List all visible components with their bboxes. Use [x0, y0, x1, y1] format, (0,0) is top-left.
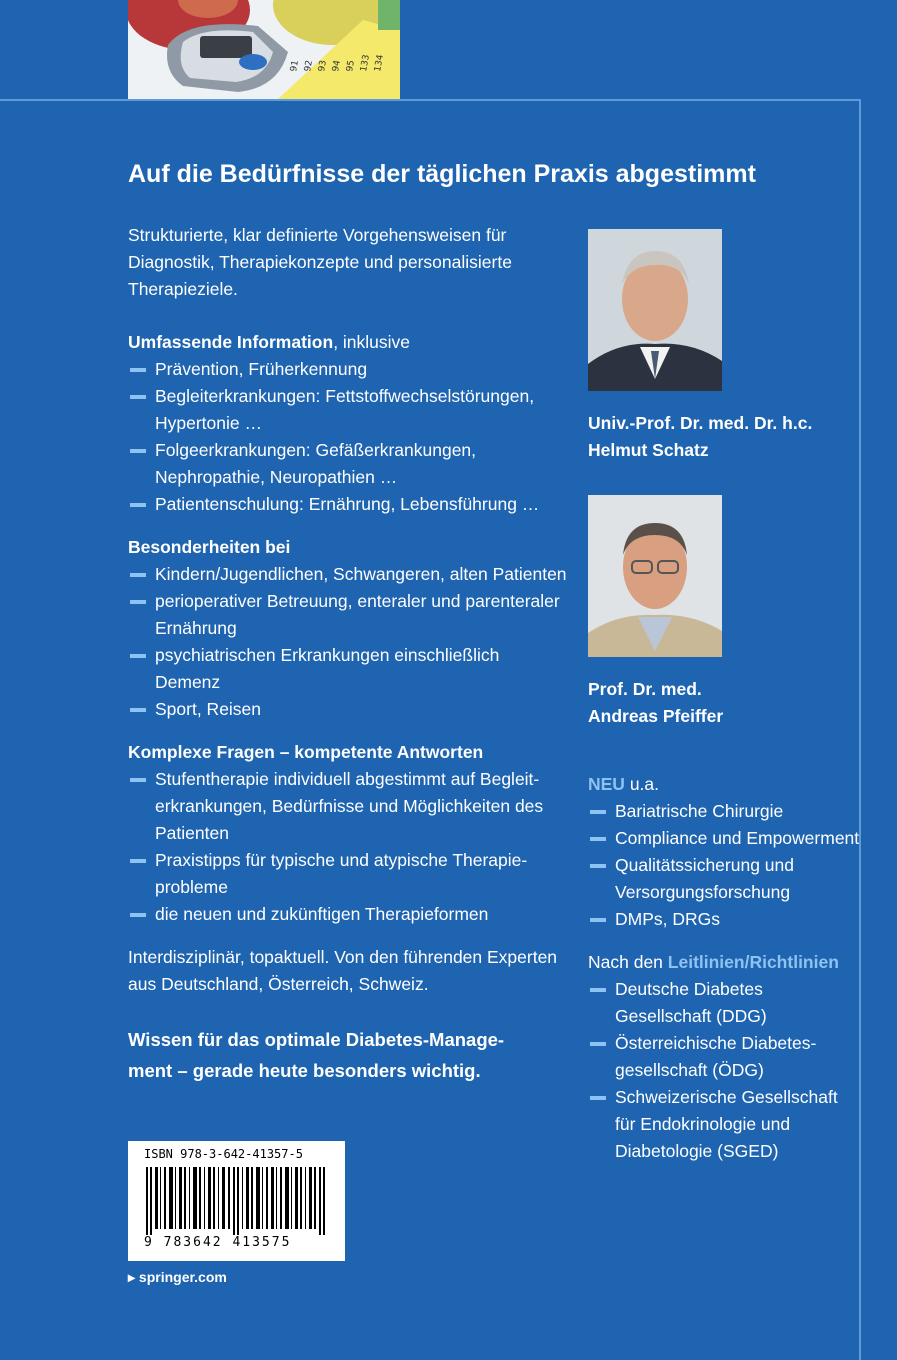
- dash-bullet: [590, 1042, 606, 1046]
- left-column: [128, 222, 568, 1086]
- right-column: [588, 771, 868, 1165]
- list-item: Prävention, Früherkennung: [128, 356, 568, 383]
- dash-bullet: [130, 368, 146, 372]
- section-heading-information: Umfassende Information, inklusive: [128, 332, 411, 352]
- section-heading-special-cases: Besonderheiten bei: [128, 537, 291, 557]
- list-item: Sport, Reisen: [128, 696, 568, 723]
- dash-bullet: [130, 708, 146, 712]
- dash-bullet: [130, 778, 146, 782]
- list-item: Folgeerkrankungen: Gefäßerkrankungen, Nephropathie, Neuropathien …: [128, 437, 568, 491]
- list-item: Österreichische Diabetes- gesellschaft (ÖDG): [588, 1030, 868, 1084]
- list-item: die neuen und zukünftigen Therapieformen: [128, 901, 568, 928]
- dash-bullet: [130, 913, 146, 917]
- dash-bullet: [130, 449, 146, 453]
- list-item: Qualitätssicherung und Versorgungsforschung: [588, 852, 868, 906]
- dash-bullet: [130, 503, 146, 507]
- list-item: Deutsche Diabetes Gesellschaft (DDG): [588, 976, 868, 1030]
- dash-bullet: [590, 810, 606, 814]
- svg-text:94: 94: [331, 59, 343, 73]
- dash-bullet: [590, 918, 606, 922]
- dash-bullet: [130, 859, 146, 863]
- experts-line: aus Deutschland, Österreich, Schweiz.: [128, 974, 429, 994]
- author-name-schatz: Univ.-Prof. Dr. med. Dr. h.c. Helmut Schatz: [588, 413, 813, 460]
- svg-text:91: 91: [289, 59, 301, 73]
- experts-line: Interdisziplinär, topaktuell. Von den führenden Experten: [128, 947, 558, 967]
- dash-bullet: [130, 654, 146, 658]
- list-item: Praxistipps für typische und atypische Therapie- probleme: [128, 847, 568, 901]
- frame-line-horizontal: [0, 99, 861, 101]
- list-item: Patientenschulung: Ernährung, Lebensführung …: [128, 491, 568, 518]
- isbn-label: ISBN 978-3-642-41357-5: [144, 1147, 303, 1161]
- barcode-bars: [142, 1167, 332, 1235]
- dash-bullet: [590, 988, 606, 992]
- list-item: Kindern/Jugendlichen, Schwangeren, alten Patienten: [128, 561, 568, 588]
- triangle-right-icon: ▸: [128, 1269, 139, 1285]
- new-heading: NEU u.a.: [588, 774, 660, 794]
- svg-text:133: 133: [359, 53, 372, 73]
- dash-bullet: [130, 395, 146, 399]
- cover-photo-glucose-meter: [128, 0, 400, 99]
- svg-text:134: 134: [373, 53, 386, 73]
- intro-line: Diagnostik, Therapiekonzepte und personalisierte: [128, 252, 512, 272]
- frame-line-vertical: [859, 99, 861, 1360]
- intro-line: Strukturierte, klar definierte Vorgehensweisen für: [128, 225, 507, 245]
- list-item: Compliance und Empowerment: [588, 825, 868, 852]
- claim-line: Wissen für das optimale Diabetes-Manage-: [128, 1029, 505, 1050]
- list-item: Stufentherapie individuell abgestimmt auf Begleit- erkrankungen, Bedürfnisse und Möglichkeiten des Patienten: [128, 766, 568, 847]
- section-heading-questions: Komplexe Fragen – kompetente Antworten: [128, 742, 484, 762]
- headline: Auf die Bedürfnisse der täglichen Praxis abgestimmt: [128, 160, 756, 188]
- svg-text:92: 92: [303, 59, 315, 73]
- list-item: Begleiterkrankungen: Fettstoffwechselstörungen, Hypertonie …: [128, 383, 568, 437]
- guidelines-heading: Nach den Leitlinien/Richtlinien: [588, 952, 839, 972]
- isbn-barcode: [128, 1141, 345, 1261]
- dash-bullet: [130, 600, 146, 604]
- list-item: Bariatrische Chirurgie: [588, 798, 868, 825]
- svg-text:95: 95: [345, 59, 357, 73]
- barcode-digits: 9 783642 413575: [144, 1235, 292, 1250]
- author-portrait-schatz: [588, 229, 722, 391]
- intro-line: Therapieziele.: [128, 279, 238, 299]
- list-item: psychiatrischen Erkrankungen einschließlich Demenz: [128, 642, 568, 696]
- claim-line: ment – gerade heute besonders wichtig.: [128, 1060, 481, 1081]
- svg-text:93: 93: [317, 59, 329, 73]
- dash-bullet: [590, 837, 606, 841]
- author-portrait-pfeiffer: [588, 495, 722, 657]
- dash-bullet: [590, 1096, 606, 1100]
- list-item: Schweizerische Gesellschaft für Endokrinologie und Diabetologie (SGED): [588, 1084, 868, 1165]
- publisher-link[interactable]: ▸ springer.com: [128, 1269, 227, 1285]
- list-item: DMPs, DRGs: [588, 906, 868, 933]
- list-item: perioperativer Betreuung, enteraler und parenteraler Ernährung: [128, 588, 568, 642]
- dash-bullet: [130, 573, 146, 577]
- author-name-pfeiffer: Prof. Dr. med. Andreas Pfeiffer: [588, 679, 724, 726]
- dash-bullet: [590, 864, 606, 868]
